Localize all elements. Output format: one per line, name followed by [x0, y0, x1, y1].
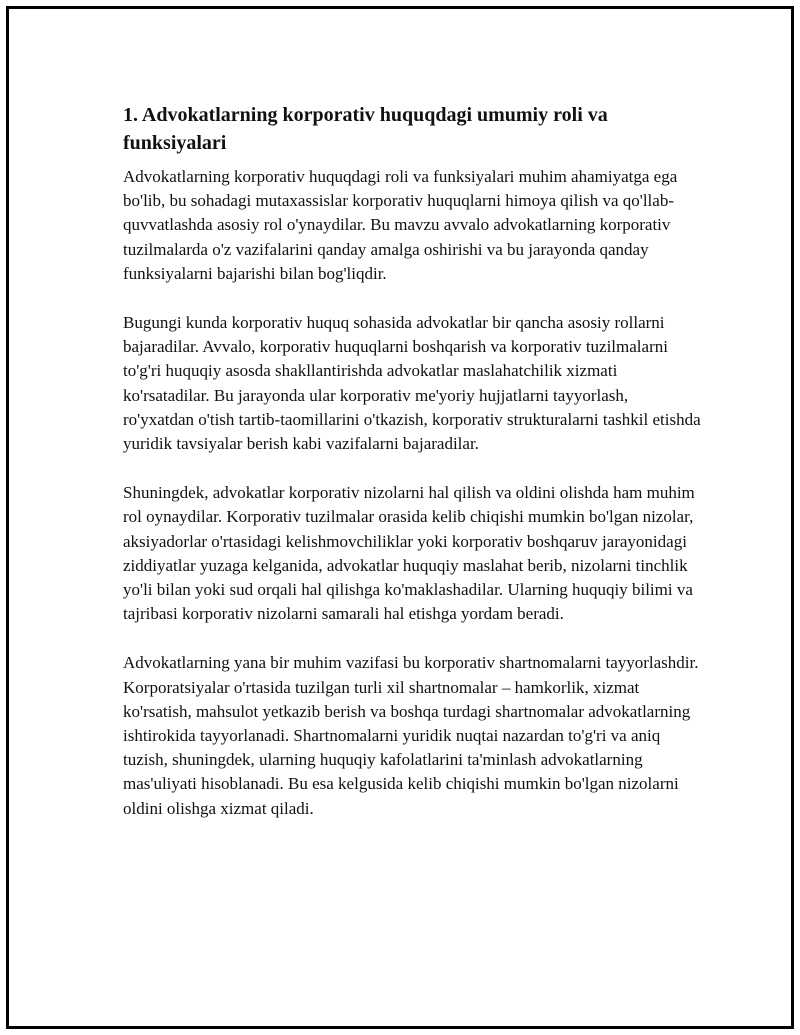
section-heading: 1. Advokatlarning korporativ huquqdagi umumiy roli va funksiyalari	[123, 104, 608, 154]
document-body	[123, 101, 703, 846]
paragraph-3: Shuningdek, advokatlar korporativ nizolarni hal qilish va oldini olishda ham muhim rol oynaydilar. Korporativ tuzilmalar orasida kelib chiqishi mumkin bo'lgan nizolar, aksiyadorlar o'rtasidagi kelishmovchiliklar yoki korporativ boshqaruv jarayonidagi ziddiyatlar yuzaga kelganida, advokatlar huquqiy maslahat berib, nizolarni tinchlik yo'li bilan yoki sud orqali hal qilishga ko'maklashadilar. Ularning huquqiy bilimi va tajribasi korporativ nizolarni samarali hal etishga yordam beradi.	[123, 483, 695, 624]
paragraph-2: Bugungi kunda korporativ huquq sohasida advokatlar bir qancha asosiy rollarni bajaradilar. Avvalo, korporativ huquqlarni boshqarish va korporativ tuzilmalarni to'g'ri huquqiy asosda shakllantirishda advokatlar maslahatchilik xizmati ko'rsatadilar. Bu jarayonda ular korporativ me'yoriy hujjatlarni tayyorlash, ro'yxatdan o'tish tartib-taomillarini o'tkazish, korporativ strukturalarni tashkil etishda yuridik tavsiyalar berish kabi vazifalarni bajaradilar.	[123, 313, 701, 454]
paragraph-4: Advokatlarning yana bir muhim vazifasi bu korporativ shartnomalarni tayyorlashdir. Korporatsiyalar o'rtasida tuzilgan turli xil shartnomalar – hamkorlik, xizmat ko'rsatish, mahsulot yetkazib berish va boshqa turdagi shartnomalar advokatlarning ishtirokida tayyorlanadi. Shartnomalarni yuridik nuqtai nazardan to'g'ri va aniq tuzish, shuningdek, ularning huquqiy kafolatlarini ta'minlash advokatlarning mas'uliyati hisoblanadi. Bu esa kelgusida kelib chiqishi mumkin bo'lgan nizolarni oldini olishga xizmat qiladi.	[123, 653, 699, 818]
paragraph-1: Advokatlarning korporativ huquqdagi roli va funksiyalari muhim ahamiyatga ega bo'lib, bu sohadagi mutaxassislar korporativ huquqlarni himoya qilish va qo'llab-quvvatlashda asosiy rol o'ynaydilar. Bu mavzu avvalo advokatlarning korporativ tuzilmalarda o'z vazifalarini qanday amalga oshirishi va bu jarayonda qanday funksiyalarni bajarishi bilan bog'liqdir.	[123, 167, 678, 283]
document-page	[6, 6, 794, 1029]
